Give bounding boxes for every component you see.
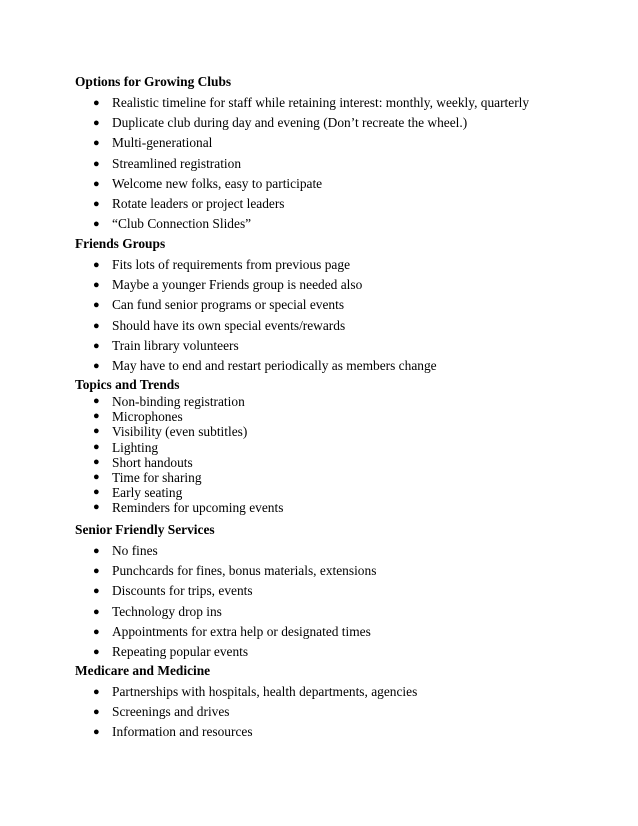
- bullet-icon: ●: [93, 486, 100, 499]
- list-item-text: “Club Connection Slides”: [112, 216, 252, 232]
- section-senior-friendly-services: [75, 521, 615, 662]
- bullet-icon: ●: [93, 117, 100, 130]
- list-item: [75, 174, 615, 194]
- list-item-text: Non-binding registration: [112, 394, 245, 409]
- bullet-icon: ●: [93, 395, 100, 407]
- bullet-icon: ●: [93, 501, 100, 514]
- bullet-icon: ●: [93, 706, 100, 719]
- section-friends-groups: [75, 235, 615, 376]
- list-item: [75, 154, 615, 174]
- list-item: [75, 500, 615, 515]
- list-item: [75, 93, 615, 113]
- list-item-text: Can fund senior programs or special events: [112, 297, 345, 313]
- list-item-text: Should have its own special events/rewards: [112, 317, 346, 333]
- list-item-text: Microphones: [112, 409, 183, 425]
- list-item-text: Technology drop ins: [112, 603, 222, 619]
- bullet-icon: ●: [93, 410, 100, 423]
- section-medicare-medicine: [75, 662, 615, 743]
- section-heading: Medicare and Medicine: [75, 663, 211, 678]
- list-item-text: Repeating popular events: [112, 643, 249, 659]
- list-item: [75, 113, 615, 133]
- bullet-icon: ●: [93, 359, 100, 372]
- bullet-icon: ●: [93, 455, 100, 468]
- bullet-icon: ●: [93, 157, 100, 170]
- bullet-icon: ●: [93, 645, 100, 658]
- bullet-icon: ●: [93, 625, 100, 638]
- list-item-text: Duplicate club during day and evening (Don’t recreate the wheel.): [112, 115, 468, 131]
- bullet-icon: ●: [93, 605, 100, 618]
- list-item: [75, 440, 615, 455]
- list-item-text: Fits lots of requirements from previous page: [112, 257, 351, 272]
- list-item: [75, 722, 615, 742]
- bullet-icon: ●: [93, 585, 100, 598]
- section-heading: Options for Growing Clubs: [75, 74, 232, 89]
- list-item: [75, 470, 615, 485]
- list-item-text: Multi-generational: [112, 135, 213, 151]
- list-item-text: Punchcards for fines, bonus materials, extensions: [112, 563, 377, 579]
- list-item-text: Lighting: [112, 439, 159, 455]
- list-item: [75, 485, 615, 500]
- list-item: [75, 424, 615, 439]
- bullet-icon: ●: [93, 197, 100, 210]
- bullet-list: [75, 682, 615, 743]
- list-item: [75, 642, 615, 662]
- list-item-text: Partnerships with hospitals, health departments, agencies: [112, 684, 418, 699]
- list-item: [75, 275, 615, 295]
- section-heading: Senior Friendly Services: [75, 522, 215, 537]
- list-item: [75, 455, 615, 470]
- bullet-icon: ●: [93, 425, 100, 438]
- list-item: [75, 336, 615, 356]
- list-item-text: Streamlined registration: [112, 155, 242, 171]
- list-item-text: Short handouts: [112, 454, 193, 470]
- list-item: [75, 316, 615, 336]
- list-item-text: Realistic timeline for staff while retaining interest: monthly, weekly, quarterly: [112, 95, 530, 110]
- bullet-list: [75, 541, 615, 662]
- list-item-text: Reminders for upcoming events: [112, 500, 284, 516]
- bullet-icon: ●: [93, 339, 100, 352]
- bullet-list: [75, 255, 615, 376]
- list-item: [75, 409, 615, 424]
- list-item: [75, 394, 615, 409]
- list-item-text: Discounts for trips, events: [112, 583, 253, 599]
- list-item-text: Early seating: [112, 485, 183, 501]
- list-item-text: Welcome new folks, easy to participate: [112, 175, 323, 191]
- bullet-icon: ●: [93, 470, 100, 483]
- bullet-icon: ●: [93, 686, 100, 698]
- list-item: [75, 194, 615, 214]
- list-item: [75, 702, 615, 722]
- bullet-list: [75, 394, 615, 516]
- bullet-icon: ●: [93, 565, 100, 578]
- bullet-icon: ●: [93, 319, 100, 332]
- list-item-text: Time for sharing: [112, 469, 202, 485]
- list-item-text: Rotate leaders or project leaders: [112, 195, 285, 211]
- list-item: [75, 133, 615, 153]
- list-item-text: No fines: [112, 543, 158, 558]
- bullet-icon: ●: [93, 218, 100, 231]
- bullet-icon: ●: [93, 177, 100, 190]
- bullet-list: [75, 93, 615, 234]
- list-item: [75, 356, 615, 376]
- section-topics-trends: [75, 376, 615, 516]
- list-item-text: Visibility (even subtitles): [112, 424, 248, 440]
- list-item-text: Maybe a younger Friends group is needed also: [112, 277, 363, 293]
- bullet-icon: ●: [93, 137, 100, 150]
- list-item: [75, 581, 615, 601]
- list-item: [75, 255, 615, 275]
- list-item: [75, 622, 615, 642]
- list-item-text: Train library volunteers: [112, 337, 239, 353]
- list-item-text: May have to end and restart periodically as members change: [112, 357, 437, 373]
- list-item-text: Screenings and drives: [112, 704, 230, 720]
- bullet-icon: ●: [93, 440, 100, 453]
- section-heading: Friends Groups: [75, 236, 166, 251]
- list-item: [75, 602, 615, 622]
- bullet-icon: ●: [93, 259, 100, 271]
- list-item: [75, 561, 615, 581]
- list-item-text: Appointments for extra help or designated times: [112, 623, 371, 639]
- list-item: [75, 295, 615, 315]
- bullet-icon: ●: [93, 545, 100, 557]
- bullet-icon: ●: [93, 299, 100, 312]
- bullet-icon: ●: [93, 279, 100, 292]
- list-item: [75, 541, 615, 561]
- list-item: [75, 214, 615, 234]
- list-item-text: Information and resources: [112, 724, 253, 740]
- bullet-icon: ●: [93, 97, 100, 109]
- section-options-growing-clubs: [75, 73, 615, 234]
- section-heading: Topics and Trends: [75, 377, 180, 392]
- bullet-icon: ●: [93, 726, 100, 739]
- list-item: [75, 682, 615, 702]
